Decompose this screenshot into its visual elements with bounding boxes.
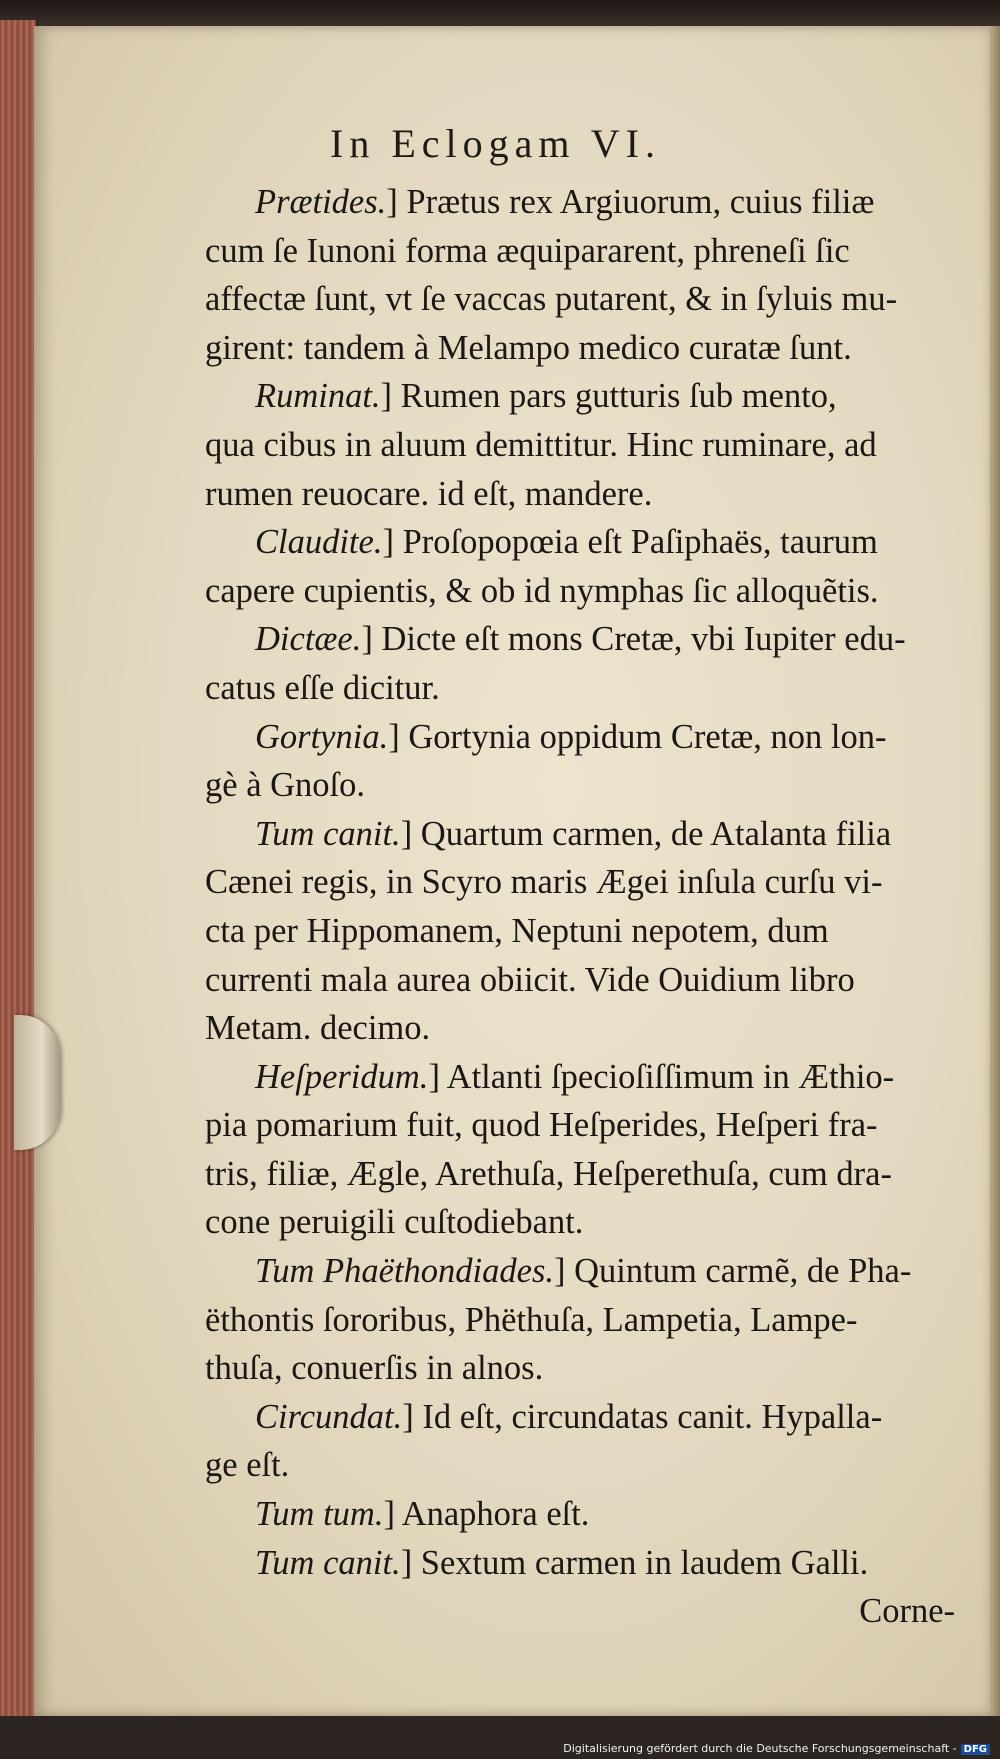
text-line xyxy=(205,1004,965,1053)
line-text: rumen reuocare. id eſt, mandere. xyxy=(205,474,653,513)
page-clip xyxy=(14,1015,60,1150)
text-line xyxy=(205,810,965,859)
running-head: In Eclogam VI. xyxy=(330,121,661,166)
line-text: gè à Gnoſo. xyxy=(205,766,366,805)
line-text: ] Gortynia oppidum Cretæ, non lon- xyxy=(388,717,887,756)
line-text: ] Id eſt, circundatas canit. Hypalla- xyxy=(402,1397,883,1436)
lemma: Tum tum. xyxy=(255,1495,384,1534)
line-text: ] Rumen pars gutturis ſub mento, xyxy=(380,377,837,416)
line-text: pia pomarium fuit, quod Heſperides, Heſperi fra- xyxy=(205,1106,878,1145)
line-text: cta per Hippomanem, Neptuni nepotem, dum xyxy=(205,911,829,950)
text-line xyxy=(205,1296,965,1345)
line-text: ] Proſopopœia eſt Paſiphaës, taurum xyxy=(382,523,878,562)
line-text: ] Sextum carmen in laudem Galli. xyxy=(400,1543,869,1582)
text-line xyxy=(205,227,965,276)
page-edges xyxy=(0,20,38,1720)
top-shadow xyxy=(0,0,1000,28)
text-line xyxy=(205,1150,965,1199)
text-line xyxy=(205,275,965,324)
text-line xyxy=(205,324,965,373)
dfg-logo: DFG xyxy=(961,1744,990,1755)
text-line xyxy=(205,615,965,664)
line-text: tris, filiæ, Ægle, Arethuſa, Heſperethuſa, cum dra- xyxy=(205,1154,892,1193)
line-text: ] Quartum carmen, de Atalanta filia xyxy=(400,814,892,853)
commentary-text xyxy=(205,178,965,1636)
line-text: Cænei regis, in Scyro maris Ægei inſula curſu vi- xyxy=(205,863,883,902)
text-line xyxy=(205,518,965,567)
digitization-note-text: Digitalisierung gefördert durch die Deutsche Forschungsgemeinschaft - xyxy=(563,1742,957,1755)
line-text: catus eſſe dicitur. xyxy=(205,668,440,707)
line-text: capere cupientis, & ob id nymphas ſic alloquẽtis. xyxy=(205,571,879,610)
text-line xyxy=(205,1441,965,1490)
text-line xyxy=(205,1247,965,1296)
line-text: affectæ ſunt, vt ſe vaccas putarent, & in ſyluis mu- xyxy=(205,280,898,319)
text-line xyxy=(205,567,965,616)
line-text: ] Atlanti ſpecioſiſſimum in Æthio- xyxy=(428,1057,895,1096)
lemma: Dictæe. xyxy=(255,620,362,659)
text-line xyxy=(205,664,965,713)
text-line xyxy=(205,1393,965,1442)
catchword: Corne- xyxy=(859,1592,955,1631)
lemma: Prætides. xyxy=(255,183,387,221)
line-text: ] Quintum carmẽ, de Pha- xyxy=(554,1252,912,1291)
line-text: ] Prætus rex Argiuorum, cuius filiæ xyxy=(386,183,875,221)
text-line xyxy=(205,1101,965,1150)
text-line xyxy=(205,421,965,470)
line-text: currenti mala aurea obiicit. Vide Ouidium libro xyxy=(205,960,855,999)
lemma: Tum canit. xyxy=(255,814,401,853)
lemma: Tum canit. xyxy=(255,1543,401,1582)
line-text: ëthontis ſororibus, Phëthuſa, Lampetia, Lampe- xyxy=(205,1300,858,1339)
line-text: Metam. decimo. xyxy=(205,1009,431,1048)
text-line xyxy=(205,470,965,519)
text-line xyxy=(205,372,965,421)
text-line xyxy=(205,1198,965,1247)
footer-strip xyxy=(0,1716,1000,1759)
text-line xyxy=(205,178,965,227)
lemma: Circundat. xyxy=(255,1397,403,1436)
line-text: ge eſt. xyxy=(205,1446,290,1485)
text-line xyxy=(205,858,965,907)
lemma: Ruminat. xyxy=(255,377,381,416)
line-text: ] Dicte eſt mons Cretæ, vbi Iupiter edu- xyxy=(361,620,906,659)
line-text: cum ſe Iunoni forma æquipararent, phreneſi ſic xyxy=(205,231,850,270)
text-line xyxy=(205,1344,965,1393)
line-text: ] Anaphora eſt. xyxy=(383,1495,590,1534)
digitization-note xyxy=(563,1742,990,1755)
lemma: Tum Phaëthondiades. xyxy=(255,1252,554,1291)
text-line xyxy=(205,713,965,762)
text-line xyxy=(205,1539,965,1588)
text-line xyxy=(205,956,965,1005)
lemma: Claudite. xyxy=(255,523,383,562)
line-text: qua cibus in aluum demittitur. Hinc ruminare, ad xyxy=(205,425,877,464)
lemma: Gortynia. xyxy=(255,717,389,756)
line-text: girent: tandem à Melampo medico curatæ ſunt. xyxy=(205,328,852,367)
text-line xyxy=(205,907,965,956)
lemma: Heſperidum. xyxy=(255,1057,429,1096)
text-line xyxy=(205,1490,965,1539)
text-line xyxy=(205,761,965,810)
line-text: thuſa, conuerſis in alnos. xyxy=(205,1349,544,1388)
line-text: cone peruigili cuſtodiebant. xyxy=(205,1203,584,1242)
text-line xyxy=(205,1053,965,1102)
right-page-edge xyxy=(990,26,1000,1716)
